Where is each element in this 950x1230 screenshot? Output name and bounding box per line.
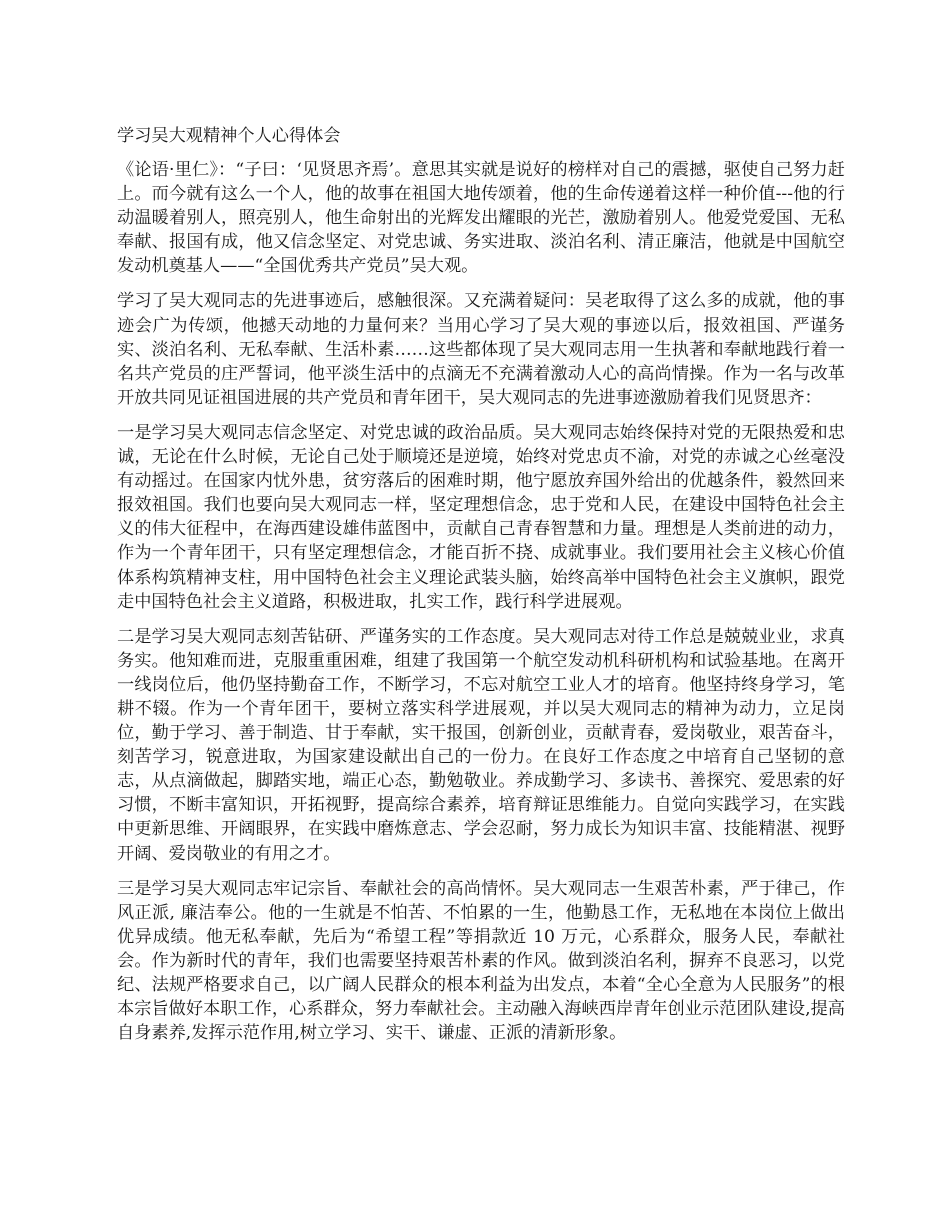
- paragraph-point-one: 一是学习吴大观同志信念坚定、对党忠诚的政治品质。吴大观同志始终保持对党的无限热爱和忠诚，无论在什么时候，无论自己处于顺境还是逆境，始终对党忠贞不渝，对党的赤诚之心丝毫没有动摇过。在国家内忧外患，贫穷落后的困难时期，他宁愿放弃国外给出的优越条件，毅然回来报效祖国。我们也要向吴大观同志一样，坚定理想信念，忠于党和人民，在建设中国特色社会主义的伟大征程中，在海西建设雄伟蓝图中，贡献自己青春智慧和力量。理想是人类前进的动力，作为一个青年团干，只有坚定理想信念，才能百折不挠、成就事业。我们要用社会主义核心价值体系构筑精神支柱，用中国特色社会主义理论武装头脑，始终高举中国特色社会主义旗帜，跟党走中国特色社会主义道路，积极进取，扎实工作，践行科学进展观。: [117, 422, 845, 612]
- document-page: [117, 124, 845, 1056]
- document-title: 学习吴大观精神个人心得体会: [117, 126, 341, 146]
- paragraph-intro: 《论语·里仁》：“子曰：‘见贤思齐焉’。意思其实就是说好的榜样对自己的震撼，驱使自己努力赶上。而今就有这么一个人，他的故事在祖国大地传颂着，他的生命传递着这样一种价值---他的行动温暖着别人，照亮别人，他生命射出的光辉发出耀眼的光芒，激励着别人。他爱党爱国、无私奉献、报国有成，他又信念坚定、对党忠诚、务实进取、淡泊名利、清正廉洁，他就是中国航空发动机奠基人——“全国优秀共产党员”吴大观。: [117, 160, 845, 277]
- paragraph-reflection: 学习了吴大观同志的先进事迹后，感触很深。又充满着疑问：吴老取得了这么多的成就，他的事迹会广为传颂，他撼天动地的力量何来？当用心学习了吴大观的事迹以后，报效祖国、严谨务实、淡泊名利、无私奉献、生活朴素……这些都体现了吴大观同志用一生执著和奉献地践行着一名共产党员的庄严誓词，他平淡生活中的点滴无不充满着激动人心的高尚情操。作为一名与改革开放共同见证祖国进展的共产党员和青年团干，吴大观同志的先进事迹激励着我们见贤思齐：: [117, 291, 845, 408]
- paragraph-point-three: 三是学习吴大观同志牢记宗旨、奉献社会的高尚情怀。吴大观同志一生艰苦朴素，严于律己，作风正派, 廉洁奉公。他的一生就是不怕苦、不怕累的一生，他勤恳工作，无私地在本岗位上做出优异成绩。他无私奉献，先后为“希望工程”等捐款近 10 万元，心系群众，服务人民，奉献社会。作为新时代的青年，我们也需要坚持艰苦朴素的作风。做到淡泊名利，摒弃不良恶习，以党纪、法规严格要求自己，以广阔人民群众的根本利益为出发点，本着“全心全意为人民服务”的根本宗旨做好本职工作，心系群众，努力奉献社会。主动融入海峡西岸青年创业示范团队建设,提高自身素养,发挥示范作用,树立学习、实干、谦虚、正派的清新形象。: [117, 878, 845, 1044]
- paragraph-point-two: 二是学习吴大观同志刻苦钻研、严谨务实的工作态度。吴大观同志对待工作总是兢兢业业，求真务实。他知难而进，克服重重困难，组建了我国第一个航空发动机科研机构和试验基地。在离开一线岗位后，他仍坚持勤奋工作，不断学习，不忘对航空工业人才的培育。他坚持终身学习，笔耕不辍。作为一个青年团干，要树立落实科学进展观，并以吴大观同志的精神为动力，立足岗位，勤于学习、善于制造、甘于奉献，实干报国，创新创业，贡献青春，爱岗敬业，艰苦奋斗，刻苦学习，锐意进取，为国家建设献出自己的一份力。在良好工作态度之中培育自己坚韧的意志，从点滴做起，脚踏实地，端正心态，勤勉敬业。养成勤学习、多读书、善探究、爱思索的好习惯，不断丰富知识，开拓视野，提高综合素养，培育辩证思维能力。自觉向实践学习，在实践中更新思维、开阔眼界，在实践中磨炼意志、学会忍耐，努力成长为知识丰富、技能精湛、视野开阔、爱岗敬业的有用之才。: [117, 626, 845, 864]
